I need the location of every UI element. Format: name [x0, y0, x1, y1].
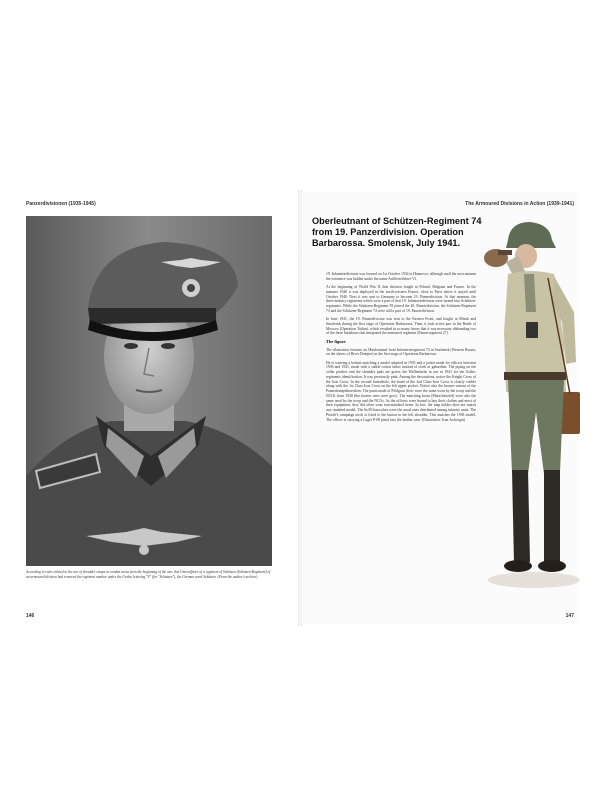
figure-paragraph: The illustration features an Oberleutnant from Infanterieregiment 74 in Smolensk (Western Russia, on the shores of River Dnieper) in the first stage of Operation Barbarossa. [326, 347, 476, 357]
figure-heading: The figure [326, 338, 346, 344]
body-paragraph: 19. Infanteriedivision was formed on 1st October 1934 in Hannover, although until the next autumn the existence was hidden under the name Artillerieführer VI. [326, 272, 476, 281]
right-page-number: 147 [565, 613, 574, 619]
right-running-head: The Armoured Divisions in Action (1939-1941) [465, 201, 574, 207]
officer-figure-illustration [478, 222, 582, 598]
soldier-portrait-photo [26, 216, 272, 566]
left-page-number: 146 [26, 613, 35, 619]
left-running-head: Panzerdivisionen (1935-1945) [26, 201, 96, 207]
body-paragraph: In June 1941, the 19. Panzerdivision was sent to the Eastern Front, and fought in Minsk and Smolensk during the first stage of Operation Barbarossa. Then, it took active part in the Battle of Moscow (Operation Taifun), which resulted in so many losses that it was necessary disbanding two of the three battalions that integrated the armoured regiment (Panzerregiment 27). [326, 317, 476, 336]
left-page [22, 192, 298, 624]
photo-caption: According to rules related to the use of shoulder straps in combat areas from the beginning of the war, this Unteroffizier of a regiment of Schützen (Schützen-Regiment) of an armoured division had removed the regiment number under the Gothic lettering "S" (for "Schützen"), the German word Schützen. (From the author's archive) [26, 570, 271, 579]
right-page [302, 192, 578, 624]
portrait-illustration [26, 216, 272, 566]
figure-paragraph: He is wearing a helmet matching a model adopted in 1935 and a jacket made for officers between 1936 and 1941, made with a subtle cotton fabric instead of cloth or gabardine. The piping on the collar patches and the shoulder pads are green, the Waffenfarbe in use in 1941 for the Gothic regiments identification. It was previously pink. Among the decorations, notice the Knight Cross of the Iron Cross. In the second buttonhole, the band of the 2nd Class Iron Cross is clearly visible along with the 1st Class Iron Cross on the left upper pocket. Notice also the bronze variant of the Panzerkampfabzeichen. The pants made of Feldgrau (feric were the same worn by the troop and the NCOs from 1940 (the former ones were grey). The matching boots (Marschstiefel) were also the same used by the troop and the NCOs. As the officers were bound to buy their clothes and most of their equipment, they did often wear non-standard items. In fact, the map holder does not match any standard model. The 6x30 binoculars were the usual ones distributed among infantry units. The Pistole's campaign torch is fixed to the button in the left shoulder. This matches the 1938 model. The officer is carrying a Luger P-08 pistol into the leather case. (Illustration: Ivan Jochregui) [326, 360, 476, 422]
officer-figure [478, 222, 582, 598]
article-title: Oberleutnant of Schützen-Regiment 74 from 19. Panzerdivision. Operation Barbarossa. Smolensk, July 1941. [312, 216, 482, 248]
article-body [326, 272, 476, 426]
body-paragraph: At the beginning of World War II, that division fought in Poland, Belgium and France. In the summer 1940 it was deployed in the north-western France, close to Paris where it stayed until October 1940. Next it was sent to Germany to become 19. Panzerdivision. At that moment, the three infantry regiments which were a part of that 19. Infanteriedivision were turned into Schützen-regiments. While the Schützen-Regiment 59 joined the 20. Panzerdivision, the Schützen-Regiment 73 and the Schützen-Regiment 74 were still a part of 19. Panzerdivision. [326, 285, 476, 313]
